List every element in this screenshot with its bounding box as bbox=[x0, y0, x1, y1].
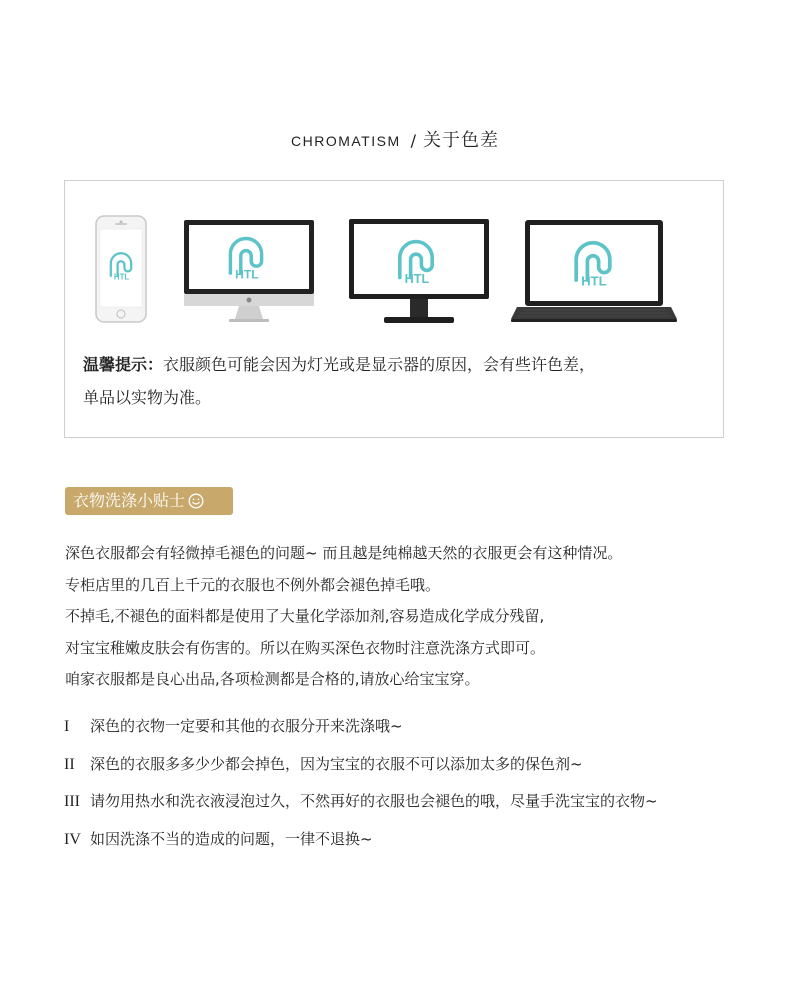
htl-logo-text: HTL bbox=[113, 272, 130, 282]
htl-logo-icon bbox=[104, 251, 138, 285]
smile-icon bbox=[188, 493, 204, 509]
htl-logo-text: HTL bbox=[404, 272, 430, 286]
washing-rules-list bbox=[64, 708, 784, 858]
htl-logo-icon bbox=[389, 238, 443, 292]
paragraph-line: 对宝宝稚嫩皮肤会有伤害的。所以在购买深色衣物时注意洗涤方式即可。 bbox=[65, 638, 546, 657]
notice-label: 温馨提示： bbox=[83, 355, 164, 374]
rule-item bbox=[64, 783, 784, 821]
title-chinese: 关于色差 bbox=[423, 130, 499, 151]
rule-number: I bbox=[64, 718, 70, 735]
notice-text-2: 单品以实物为准。 bbox=[83, 388, 212, 407]
washing-tips-badge bbox=[65, 487, 233, 515]
rule-text: 如因洗涤不当的造成的问题，一律不退换~ bbox=[90, 829, 373, 848]
rule-number: II bbox=[64, 755, 75, 773]
paragraph-line: 专柜店里的几百上千元的衣服也不例外都会褪色掉毛哦。 bbox=[65, 575, 441, 594]
notice-text-1: 衣服颜色可能会因为灯光或是显示器的原因，会有些许色差， bbox=[163, 355, 596, 374]
section-title bbox=[0, 126, 790, 152]
washing-tips-paragraph bbox=[65, 538, 765, 696]
paragraph-line: 不掉毛,不褪色的面料都是使用了大量化学添加剂,容易造成化学成分残留, bbox=[65, 607, 545, 625]
paragraph-line: 深色衣服都会有轻微掉毛褪色的问题~ 而且越是纯棉越天然的衣服更会有这种情况。 bbox=[65, 544, 623, 562]
notice-line-1 bbox=[83, 348, 703, 381]
rule-text: 深色的衣服多多少少都会掉色，因为宝宝的衣服不可以添加太多的保色剂~ bbox=[90, 754, 583, 773]
htl-logo-text: HTL bbox=[235, 267, 259, 282]
color-notice bbox=[83, 348, 703, 414]
title-english: CHROMATISM bbox=[290, 133, 401, 149]
chromatism-box bbox=[64, 180, 724, 438]
rule-text: 深色的衣物一定要和其他的衣服分开来洗涤哦~ bbox=[90, 717, 403, 735]
paragraph-line: 咱家衣服都是良心出品,各项检测都是合格的,请放心给宝宝穿。 bbox=[65, 670, 480, 688]
rule-number: III bbox=[64, 793, 80, 810]
rule-text: 请勿用热水和洗衣液浸泡过久，不然再好的衣服也会褪色的哦，尽量手洗宝宝的衣物~ bbox=[90, 792, 658, 810]
rule-item bbox=[64, 746, 784, 784]
htl-logo-text: HTL bbox=[581, 273, 607, 289]
title-separator: / bbox=[410, 131, 417, 150]
tips-badge-label: 衣物洗涤小贴士 bbox=[73, 491, 186, 510]
htl-logo-icon bbox=[565, 239, 621, 295]
rule-item bbox=[64, 708, 784, 746]
rule-number: IV bbox=[64, 830, 81, 848]
htl-logo-icon bbox=[220, 235, 272, 287]
rule-item bbox=[64, 821, 784, 859]
